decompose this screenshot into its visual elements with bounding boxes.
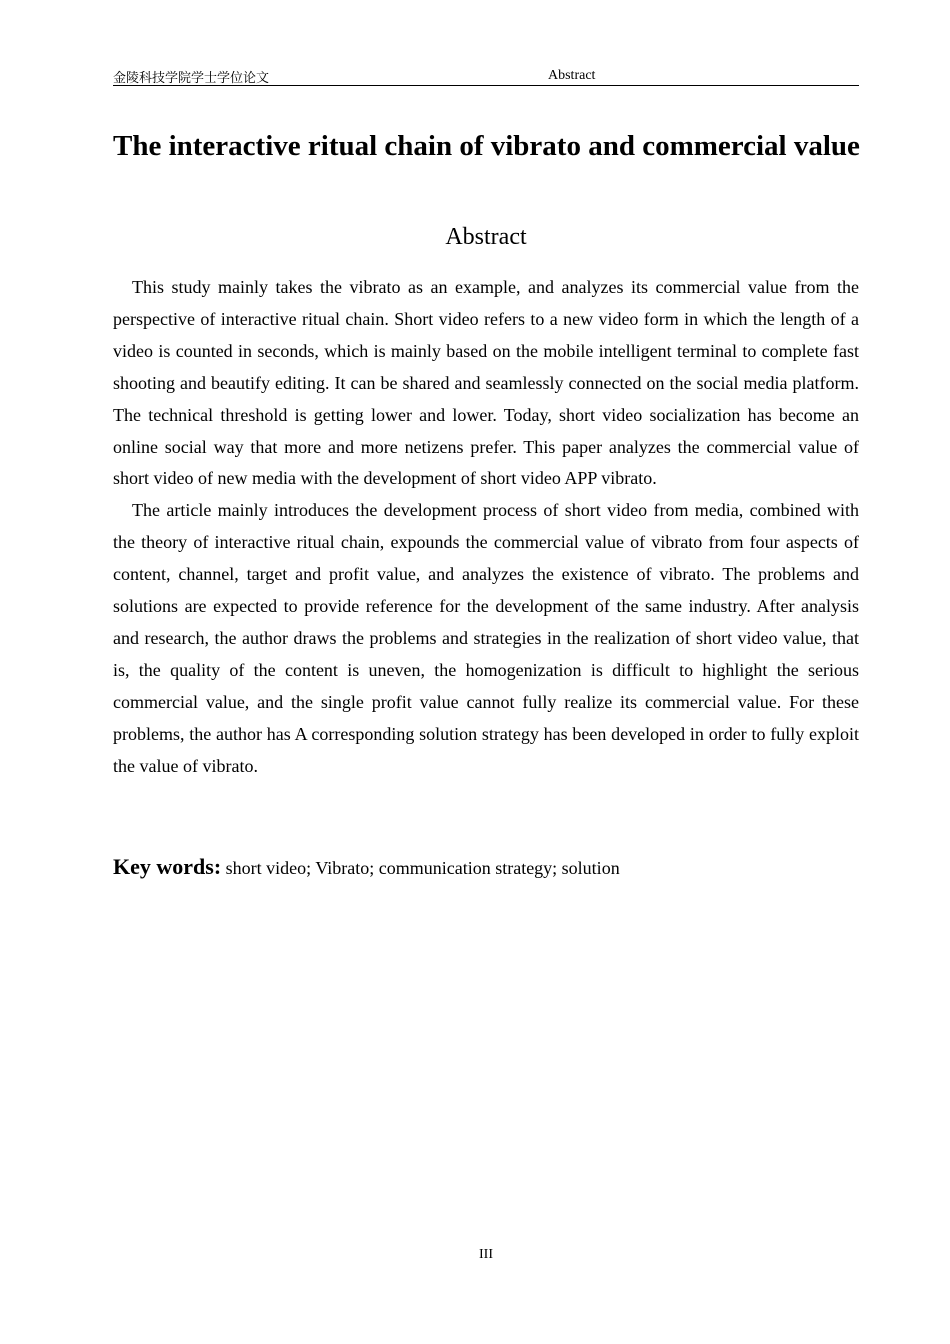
abstract-body bbox=[113, 272, 859, 783]
page-number: III bbox=[479, 1247, 493, 1262]
thesis-title: The interactive ritual chain of vibrato and commercial value bbox=[113, 130, 860, 162]
keywords-text: short video; Vibrato; communication strategy; solution bbox=[221, 858, 620, 878]
abstract-paragraph-1: This study mainly takes the vibrato as an example, and analyzes its commercial value from the perspective of interactive ritual chain. Short video refers to a new video form in which the length of a video is counted in seconds, which is mainly based on the mobile intelligent terminal to complete fast shooting and beautify editing. It can be shared and seamlessly connected on the social media platform. The technical threshold is getting lower and lower. Today, short video socialization has become an online social way that more and more netizens prefer. This paper analyzes the commercial value of short video of new media with the development of short video APP vibrato. bbox=[113, 277, 859, 489]
header-section-title: Abstract bbox=[548, 68, 596, 83]
header-institution: 金陵科技学院学士学位论文 bbox=[113, 71, 270, 86]
keywords-label: Key words: bbox=[113, 854, 222, 879]
keywords bbox=[113, 851, 859, 884]
abstract-paragraph-2: The article mainly introduces the development process of short video from media, combined with the theory of interactive ritual chain, expounds the commercial value of vibrato from four aspects of content, channel, target and profit value, and analyzes the existence of vibrato. The problems and solutions are expected to provide reference for the development of the same industry. After analysis and research, the author draws the problems and strategies in the realization of short video value, that is, the quality of the content is uneven, the homogenization is difficult to highlight the serious commercial value, and the single profit value cannot fully realize its commercial value. For these problems, the author has A corresponding solution strategy has been developed in order to fully exploit the value of vibrato. bbox=[113, 500, 859, 776]
abstract-heading: Abstract bbox=[445, 224, 527, 250]
page-header bbox=[113, 66, 859, 86]
